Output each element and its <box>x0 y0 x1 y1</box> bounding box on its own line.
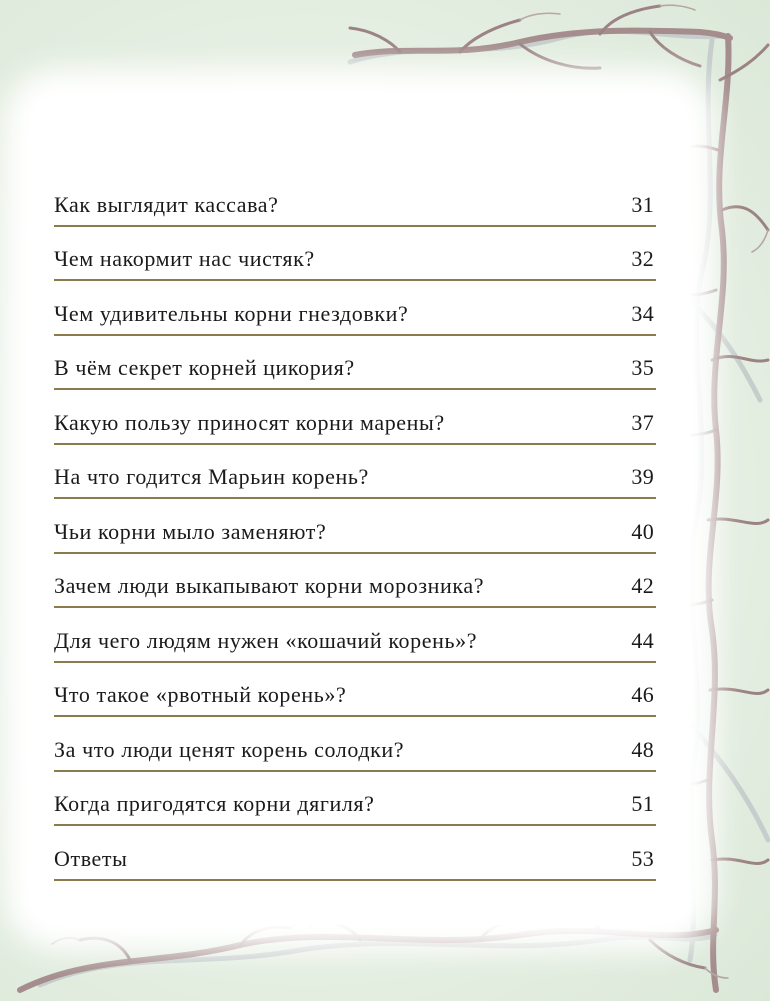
toc-entry-page: 40 <box>631 518 654 544</box>
toc-entry-title: В чём секрет корней цикория? <box>54 355 355 380</box>
table-of-contents <box>54 172 656 881</box>
toc-entry[interactable] <box>54 499 656 554</box>
toc-entry-title: Как выглядит кассава? <box>54 191 279 217</box>
toc-entry-page: 53 <box>631 845 654 871</box>
toc-entry-title: Когда пригодятся корни дягиля? <box>54 791 375 816</box>
toc-entry[interactable] <box>54 717 656 772</box>
toc-entry[interactable] <box>54 826 656 881</box>
toc-entry-page: 31 <box>631 191 654 217</box>
toc-entry-title: Какую пользу приносят корни марены? <box>54 409 445 435</box>
toc-entry-title: Ответы <box>54 845 128 871</box>
toc-entry[interactable] <box>54 227 656 282</box>
toc-entry-title: Чем удивительны корни гнездовки? <box>54 300 409 326</box>
toc-entry-page: 35 <box>631 355 654 380</box>
toc-entry-page: 48 <box>631 736 654 762</box>
toc-entry[interactable] <box>54 336 656 391</box>
toc-entry-title: Чем накормит нас чистяк? <box>54 246 315 271</box>
toc-entry-title: Чьи корни мыло заменяют? <box>54 518 327 544</box>
toc-entry[interactable] <box>54 772 656 827</box>
toc-entry[interactable] <box>54 172 656 227</box>
toc-entry-page: 44 <box>631 627 654 653</box>
toc-entry[interactable] <box>54 663 656 718</box>
toc-entry-page: 46 <box>631 682 654 707</box>
toc-entry[interactable] <box>54 608 656 663</box>
toc-entry-title: Зачем люди выкапывают корни морозника? <box>54 573 485 598</box>
toc-entry-page: 42 <box>631 573 654 598</box>
toc-entry[interactable] <box>54 445 656 500</box>
toc-entry-title: Для чего людям нужен «кошачий корень»? <box>54 627 478 653</box>
toc-entry-page: 39 <box>631 464 654 489</box>
toc-entry-title: На что годится Марьин корень? <box>54 464 369 489</box>
toc-entry[interactable] <box>54 390 656 445</box>
toc-entry-page: 37 <box>631 409 654 435</box>
toc-entry[interactable] <box>54 554 656 609</box>
toc-entry-page: 32 <box>631 246 654 271</box>
toc-entry[interactable] <box>54 281 656 336</box>
toc-entry-page: 34 <box>631 300 654 326</box>
toc-entry-title: За что люди ценят корень солодки? <box>54 736 405 762</box>
toc-entry-title: Что такое «рвотный корень»? <box>54 682 347 707</box>
toc-entry-page: 51 <box>631 791 654 816</box>
